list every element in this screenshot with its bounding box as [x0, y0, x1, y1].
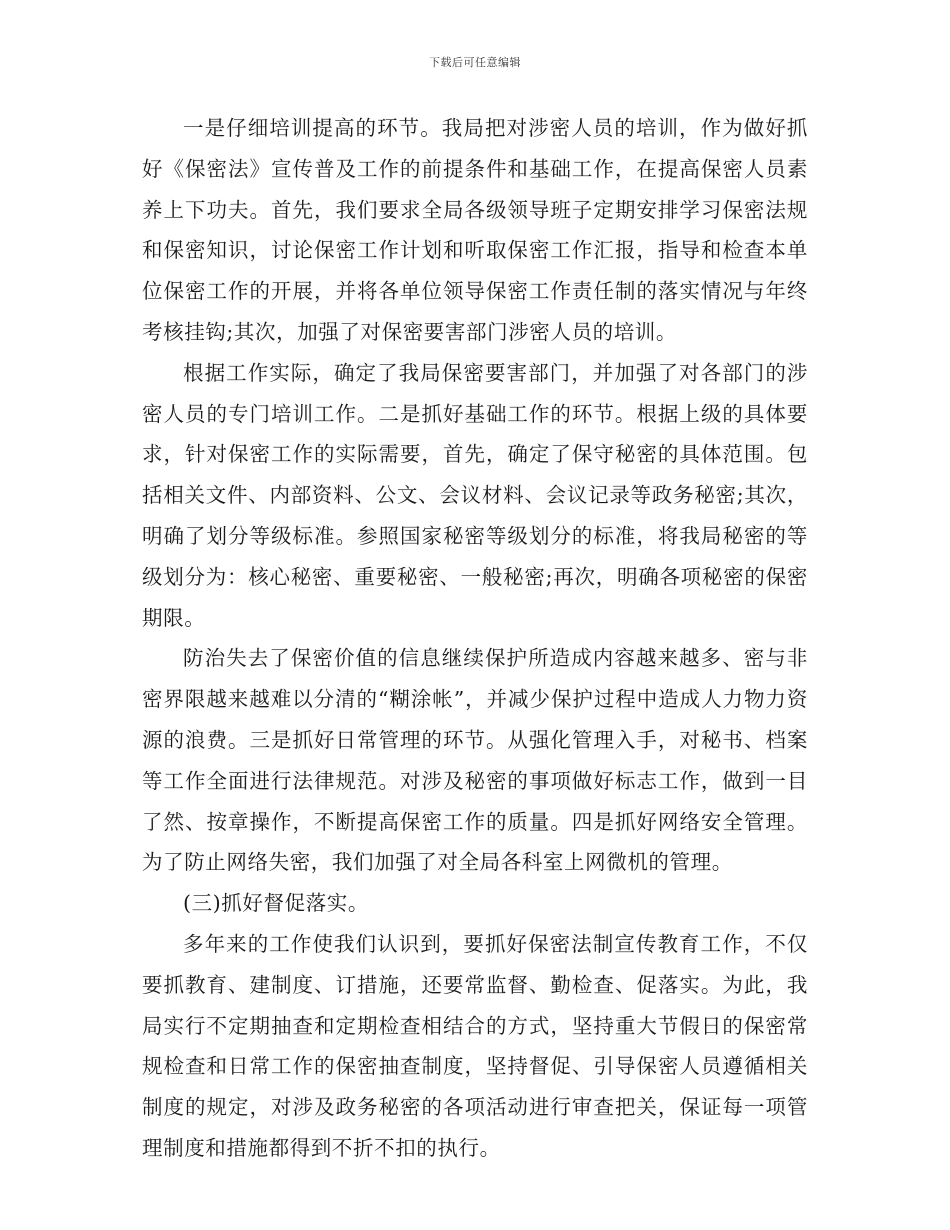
paragraph-foundation: 根据工作实际，确定了我局保密要害部门，并加强了对各部门的涉密人员的专门培训工作。二是抓好基础工作的环节。根据上级的具体要求，针对保密工作的实际需要，首先，确定了保守秘密的具体范围。包括相关文件、内部资料、公文、会议材料、会议记录等政务秘密;其次，明确了划分等级标准。参照国家秘密等级划分的标准，将我局秘密的等级划分为：核心秘密、重要秘密、一般秘密;再次，明确各项秘密的保密期限。 [142, 360, 808, 630]
section-heading-supervision: (三)抓好督促落实。 [183, 891, 369, 916]
paragraph-management: 防治失去了保密价值的信息继续保护所造成内容越来越多、密与非密界限越来越难以分清的“糊涂帐”，并减少保护过程中造成人力物力资源的浪费。三是抓好日常管理的环节。从强化管理入手，对秘书、档案等工作全面进行法律规范。对涉及秘密的事项做好标志工作，做到一目了然、按章操作，不断提高保密工作的质量。四是抓好网络安全管理。为了防止网络失密，我们加强了对全局各科室上网微机的管理。 [142, 646, 808, 875]
document-body [142, 108, 808, 1169]
paragraph-supervision: 多年来的工作使我们认识到，要抓好保密法制宣传教育工作，不仅要抓教育、建制度、订措施，还要常监督、勤检查、促落实。为此，我局实行不定期抽查和定期检查相结合的方式，坚持重大节假日的保密常规检查和日常工作的保密抽查制度，坚持督促、引导保密人员遵循相关制度的规定，对涉及政务秘密的各项活动进行审查把关，保证每一项管理制度和措施都得到不折不扣的执行。 [142, 931, 808, 1160]
page-header: 下载后可任意编辑 [429, 56, 521, 69]
paragraph-training: 一是仔细培训提高的环节。我局把对涉密人员的培训，作为做好抓好《保密法》宣传普及工作的前提条件和基础工作，在提高保密人员素养上下功夫。首先，我们要求全局各级领导班子定期安排学习保密法规和保密知识，讨论保密工作计划和听取保密工作汇报，指导和检查本单位保密工作的开展，并将各单位领导保密工作责任制的落实情况与年终考核挂钩;其次，加强了对保密要害部门涉密人员的培训。 [142, 116, 808, 344]
